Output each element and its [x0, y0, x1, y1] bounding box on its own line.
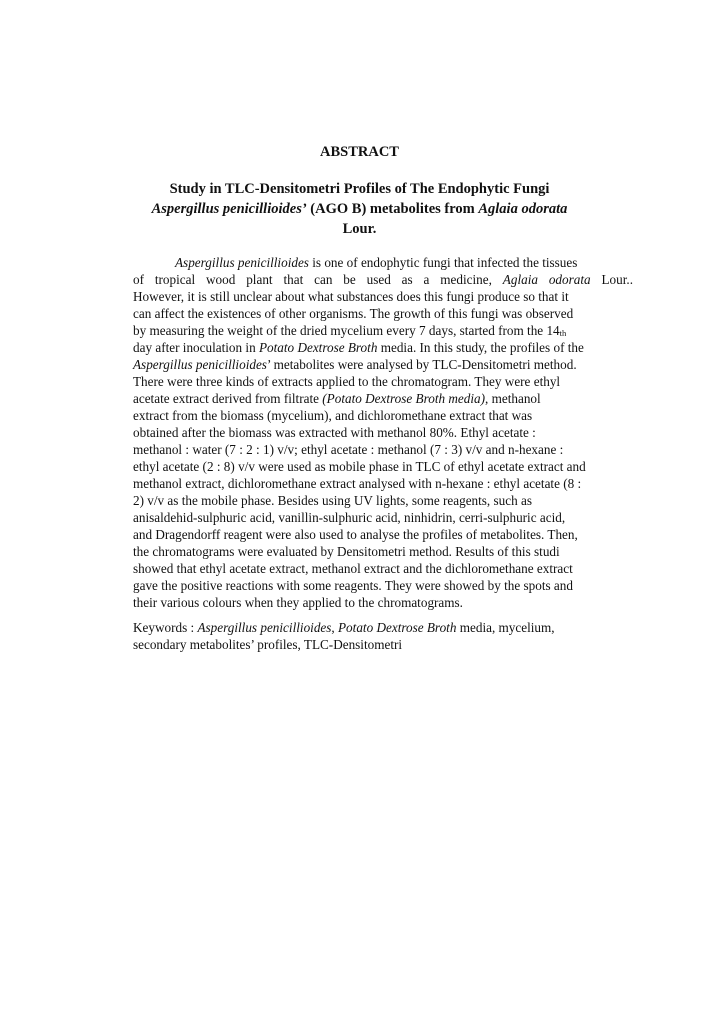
keywords-line-2: secondary metabolites’ profiles, TLC-Densitometri — [133, 637, 403, 652]
keyword-media: Potato Dextrose Broth — [338, 620, 457, 635]
body-line-16: anisaldehid-sulphuric acid, vanillin-sulphuric acid, ninhidrin, cerri-sulphuric acid, — [133, 510, 566, 525]
keyword-text: media, mycelium, — [456, 620, 555, 635]
body-line-20: gave the positive reactions with some reagents. They were showed by the spots and — [133, 578, 573, 593]
abstract-heading: ABSTRACT — [320, 144, 399, 160]
keyword-species: Aspergillus penicillioides — [197, 620, 332, 635]
keyword-separator: , — [331, 620, 338, 635]
body-text: ’ metabolites were analysed by TLC-Densitometri method. — [266, 357, 577, 372]
body-line-6 — [133, 340, 633, 357]
species-name: Aspergillus penicillioides — [133, 357, 267, 372]
title-line-3: Lour. — [342, 221, 377, 237]
media-name: (Potato Dextrose Broth media) — [322, 391, 486, 406]
keywords-line-1 — [133, 620, 633, 637]
body-text: media. In this study, the profiles of the — [377, 340, 584, 355]
body-text: by measuring the weight of the dried mycelium every 7 days, started from the 14 — [133, 323, 560, 338]
body-line-2 — [133, 272, 633, 289]
body-text: is one of endophytic fungi that infected the tissues — [308, 255, 578, 270]
body-line-3: However, it is still unclear about what substances does this fungi produce so that it — [133, 289, 569, 304]
body-line-9 — [133, 391, 633, 408]
body-text: of tropical wood plant that can be used as a medicine, — [133, 272, 503, 287]
media-name: Potato Dextrose Broth — [258, 340, 378, 355]
body-line-11: obtained after the biomass was extracted with methanol 80%. Ethyl acetate : — [133, 425, 536, 440]
title-species-name: Aspergillus penicillioides’ — [151, 201, 307, 217]
keywords-label: Keywords : — [133, 620, 198, 635]
body-text: day after inoculation in — [133, 340, 259, 355]
body-text: acetate extract derived from filtrate — [133, 391, 323, 406]
ordinal-suffix: th — [559, 328, 567, 338]
body-line-14: methanol extract, dichloromethane extract analysed with n-hexane : ethyl acetate (8 : — [133, 476, 582, 491]
title-line-2 — [0, 199, 719, 219]
plant-name: Aglaia odorata — [502, 272, 591, 287]
title-plant-name: Aglaia odorata — [478, 201, 568, 217]
body-line-17: and Dragendorff reagent were also used to analyse the profiles of metabolites. Then, — [133, 527, 578, 542]
body-text: Lour.. — [590, 272, 633, 287]
body-line-1 — [175, 255, 633, 272]
title-mid-text: (AGO B) metabolites from — [306, 201, 479, 217]
body-line-7 — [133, 357, 633, 374]
species-name: Aspergillus penicillioides — [175, 255, 309, 270]
body-line-5 — [133, 323, 633, 342]
body-line-12: methanol : water (7 : 2 : 1) v/v; ethyl acetate : methanol (7 : 3) v/v and n-hexane : — [133, 442, 564, 457]
body-text: , methanol — [485, 391, 541, 406]
body-line-10: extract from the biomass (mycelium), and dichloromethane extract that was — [133, 408, 533, 423]
body-line-19: showed that ethyl acetate extract, methanol extract and the dichloromethane extract — [133, 561, 573, 576]
body-line-13: ethyl acetate (2 : 8) v/v were used as mobile phase in TLC of ethyl acetate extract and — [133, 459, 586, 474]
title-line-1: Study in TLC-Densitometri Profiles of The Endophytic Fungi — [169, 181, 550, 197]
body-line-8: There were three kinds of extracts applied to the chromatogram. They were ethyl — [133, 374, 561, 389]
body-line-18: the chromatograms were evaluated by Densitometri method. Results of this studi — [133, 544, 560, 559]
body-line-4: can affect the existences of other organisms. The growth of this fungi was observed — [133, 306, 574, 321]
body-line-15: 2) v/v as the mobile phase. Besides using UV lights, some reagents, such as — [133, 493, 532, 508]
body-line-21: their various colours when they applied to the chromatograms. — [133, 595, 463, 610]
